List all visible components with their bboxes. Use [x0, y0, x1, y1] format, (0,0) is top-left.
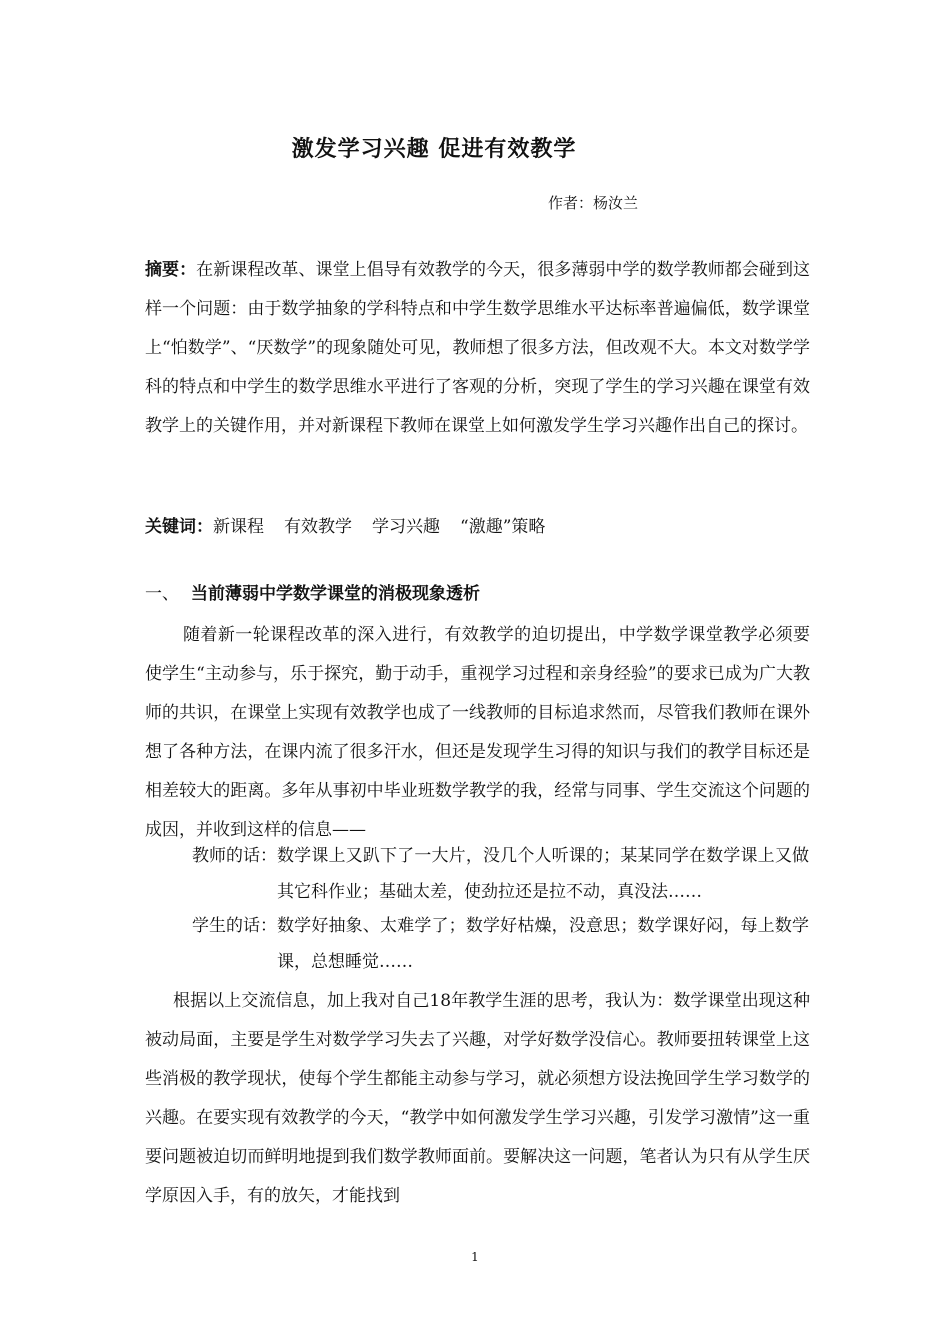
teacher-quote-label: 教师的话： — [192, 846, 277, 866]
section-paragraph-1: 随着新一轮课程改革的深入进行，有效教学的迫切提出，中学数学课堂教学必须要使学生“主动参与，乐于探究，勤于动手，重视学习过程和亲身经验”的要求已成为广大教师的共识，在课堂上实现有效教学也成了一线教师的目标追求然而，尽管我们教师在课外想了各种方法，在课内流了很多汗水，但还是发现学生习得的知识与我们的教学目标还是相差较大的距离。多年从事初中毕业班数学教学的我，经常与同事、学生交流这个问题的成因，并收到这样的信息—— — [145, 625, 810, 840]
keywords-label: 关键词： — [145, 517, 213, 537]
abstract-label: 摘要： — [145, 260, 197, 280]
student-quote — [145, 908, 810, 980]
keyword-item: 新课程 — [213, 517, 264, 537]
author-line: 作者：杨汝兰 — [548, 194, 639, 212]
keywords — [145, 508, 810, 547]
abstract — [145, 251, 810, 446]
section-title: 当前薄弱中学数学课堂的消极现象透析 — [191, 584, 480, 604]
teacher-quote-text: 数学课上又趴下了一大片，没几个人听课的；某某同学在数学课上又做其它科作业；基础太差，使劲拉还是拉不动，真没法…… — [277, 846, 809, 902]
keyword-item: 学习兴趣 — [372, 517, 440, 537]
section-number: 一、 — [145, 584, 179, 604]
keyword-item: 有效教学 — [284, 517, 352, 537]
student-quote-label: 学生的话： — [192, 916, 277, 936]
teacher-quote — [145, 838, 810, 910]
keyword-item: “激趣”策略 — [460, 517, 546, 537]
document-title: 激发学习兴趣 促进有效教学 — [291, 137, 577, 162]
section-heading — [145, 579, 480, 604]
abstract-text: 在新课程改革、课堂上倡导有效教学的今天，很多薄弱中学的数学教师都会碰到这样一个问题：由于数学抽象的学科特点和中学生数学思维水平达标率普遍偏低，数学课堂上“怕数学”、“厌数学”的现象随处可见，教师想了很多方法，但改观不大。本文对数学学科的特点和中学生的数学思维水平进行了客观的分析，突现了学生的学习兴趣在课堂有效教学上的关键作用，并对新课程下教师在课堂上如何激发学生学习兴趣作出自己的探讨。 — [145, 260, 811, 436]
section-paragraph-2: 根据以上交流信息，加上我对自己18年教学生涯的思考，我认为：数学课堂出现这种被动局面，主要是学生对数学学习失去了兴趣，对学好数学没信心。教师要扭转课堂上这些消极的教学现状，使每个学生都能主动参与学习，就必须想方设法挽回学生学习数学的兴趣。在要实现有效教学的今天，“教学中如何激发学生学习兴趣，引发学习激情”这一重要问题被迫切而鲜明地提到我们数学教师面前。要解决这一问题，笔者认为只有从学生厌学原因入手，有的放矢，才能找到 — [145, 991, 810, 1206]
student-quote-text: 数学好抽象、太难学了；数学好枯燥，没意思；数学课好闷，每上数学课，总想睡觉…… — [277, 916, 809, 972]
page-number: 1 — [471, 1250, 479, 1264]
